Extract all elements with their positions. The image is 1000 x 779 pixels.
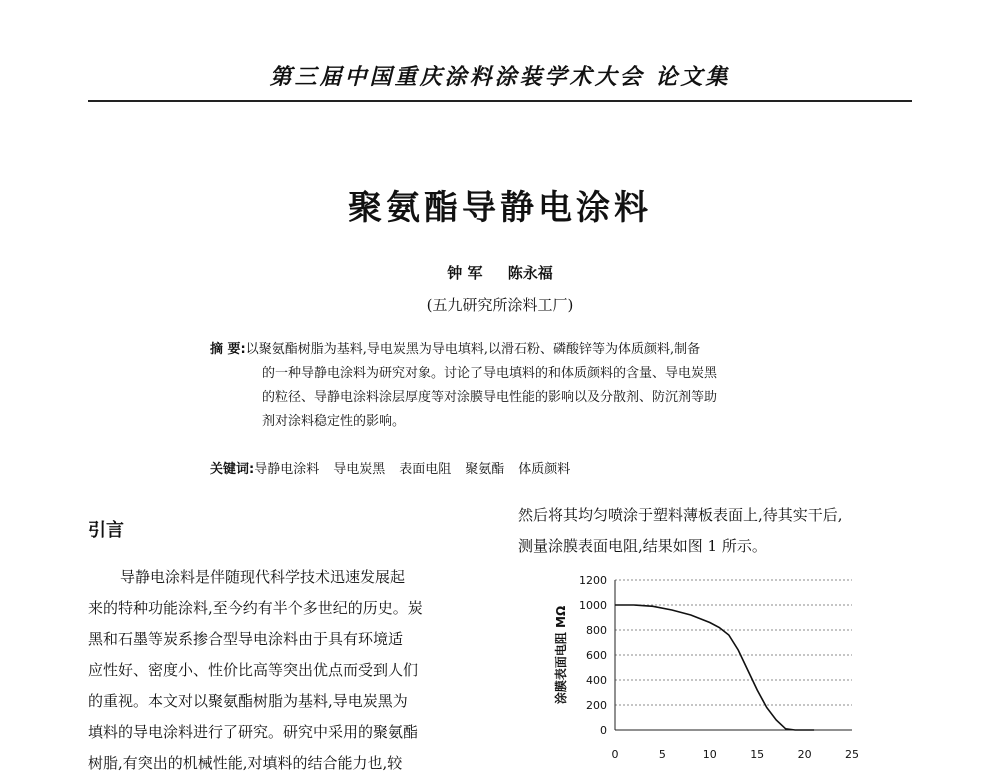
- keyword: 表面电阻: [399, 462, 452, 477]
- running-header: 第三届中国重庆涂料涂装学术大会 论文集: [269, 64, 731, 90]
- x-tick-label: 10: [702, 748, 717, 760]
- x-tick-label: 20: [797, 748, 812, 760]
- x-tick-label: 0: [611, 748, 619, 760]
- right-column-text: [518, 500, 918, 562]
- body-line: 然后将其均匀喷涂于塑料薄板表面上,待其实干后,: [518, 506, 843, 524]
- body-line: 黑和石墨等炭系掺合型导电涂料由于具有环境适: [88, 630, 404, 648]
- x-tick-label: 15: [750, 748, 765, 760]
- y-tick-label: 0: [600, 724, 607, 737]
- author-name: 钟 军: [447, 264, 483, 282]
- x-tick-label: 25: [845, 748, 859, 760]
- author-name: 陈永福: [507, 264, 553, 282]
- authors: [0, 262, 1000, 283]
- affiliation: (五九研究所涂料工厂): [426, 296, 574, 314]
- body-line: 来的特种功能涂料,至今约有半个多世纪的历史。炭: [88, 599, 423, 617]
- keywords-label: 关键词:: [210, 462, 255, 477]
- abstract-label: 摘 要:: [210, 342, 246, 357]
- paper-title: 聚氨酯导静电涂料: [348, 188, 652, 228]
- keyword: 导电炭黑: [333, 462, 386, 477]
- keyword: 体质颜料: [518, 462, 571, 477]
- body-line: 树脂,有突出的机械性能,对填料的结合能力也,较: [88, 754, 403, 772]
- body-line: 填料的导电涂料进行了研究。研究中采用的聚氨酯: [88, 723, 419, 741]
- keyword: 导静电涂料: [254, 462, 320, 477]
- section-heading-intro: 引言: [88, 520, 124, 541]
- series-line: [615, 605, 814, 730]
- header-rule: [88, 100, 912, 102]
- body-line: 应性好、密度小、性价比高等突出优点而受到人们: [88, 661, 419, 679]
- y-tick-label: 600: [586, 649, 607, 662]
- abstract-line: 剂对涂料稳定性的影响。: [262, 414, 406, 429]
- figure-1: [540, 568, 870, 764]
- body-line: 的重视。本文对以聚氨酯树脂为基料,导电炭黑为: [88, 692, 408, 710]
- body-line: 测量涂膜表面电阻,结果如图 1 所示。: [518, 537, 767, 555]
- keywords: [210, 458, 810, 477]
- abstract-text: 以聚氨酯树脂为基料,导电炭黑为导电填料,以滑石粉、磷酸锌等为体质颜料,制备: [245, 342, 701, 357]
- y-axis-label: 涂膜表面电阻 MΩ: [554, 605, 568, 705]
- y-tick-label: 1000: [579, 599, 607, 612]
- body-line: 导静电涂料是伴随现代科学技术迅速发展起: [120, 568, 406, 586]
- y-tick-label: 400: [586, 674, 607, 687]
- y-tick-label: 1200: [579, 574, 607, 587]
- keyword: 聚氨酯: [465, 462, 505, 477]
- x-tick-label: 5: [658, 748, 666, 760]
- y-tick-label: 800: [586, 624, 607, 637]
- abstract-line: [210, 338, 800, 362]
- y-tick-label: 200: [586, 699, 607, 712]
- intro-paragraph: [88, 562, 488, 779]
- abstract-line: 的一种导静电涂料为研究对象。讨论了导电填料的和体质颜料的含量、导电炭黑: [262, 366, 718, 381]
- resistance-chart: [540, 568, 870, 760]
- abstract: [210, 338, 800, 434]
- abstract-line: 的粒径、导静电涂料涂层厚度等对涂膜导电性能的影响以及分散剂、防沉剂等助: [262, 390, 718, 405]
